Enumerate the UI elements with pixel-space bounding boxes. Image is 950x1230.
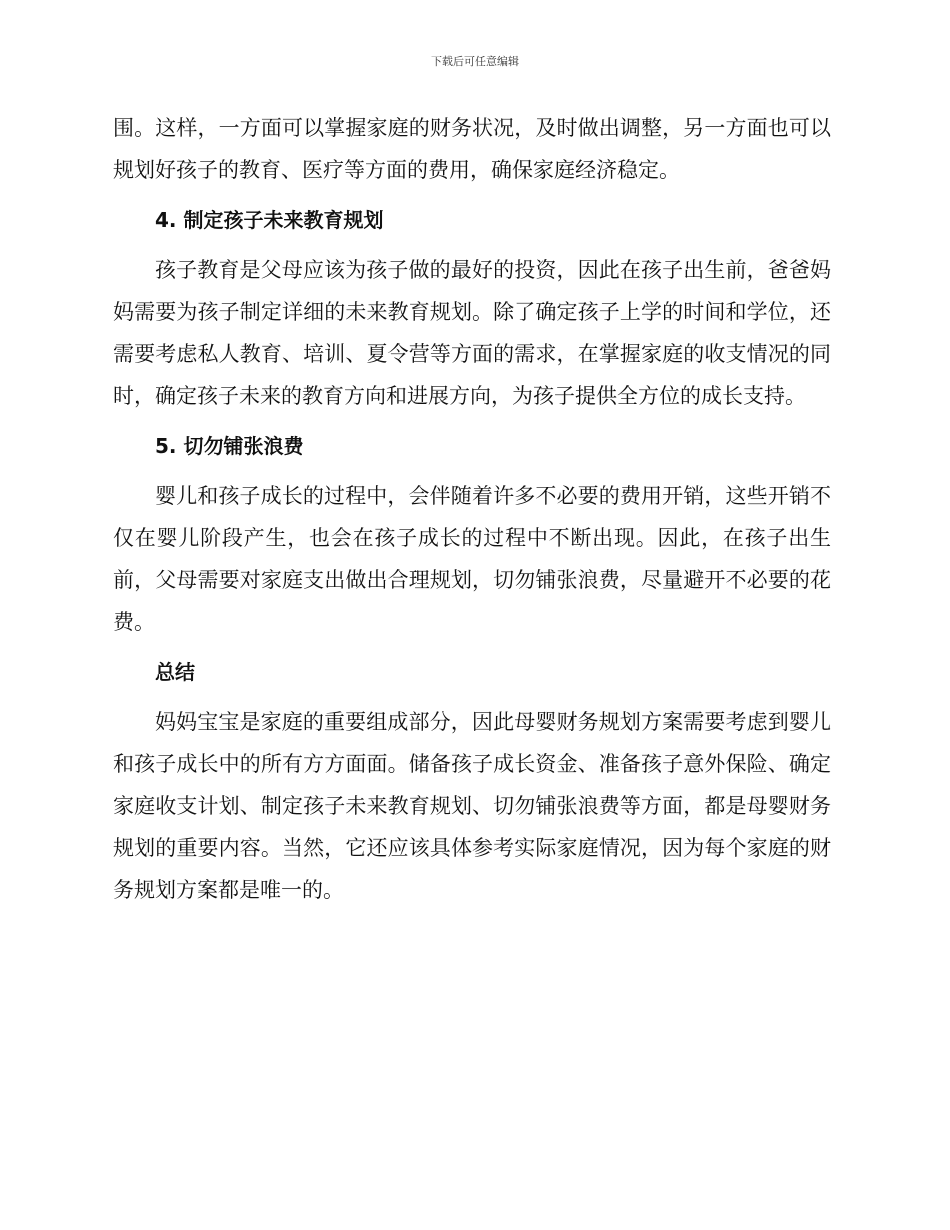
- document-body: [113, 107, 831, 911]
- paragraph-continued: 围。这样，一方面可以掌握家庭的财务状况，及时做出调整，另一方面也可以规划好孩子的教育、医疗等方面的费用，确保家庭经济稳定。: [113, 116, 831, 182]
- section-heading-summary: 总结: [155, 660, 195, 684]
- paragraph-no-waste: 婴儿和孩子成长的过程中，会伴随着许多不必要的费用开销，这些开销不仅在婴儿阶段产生，也会在孩子成长的过程中不断出现。因此，在孩子出生前，父母需要对家庭支出做出合理规划，切勿铺张浪费，尽量避开不必要的花费。: [113, 484, 831, 634]
- paragraph-education-plan: 孩子教育是父母应该为孩子做的最好的投资，因此在孩子出生前，爸爸妈妈需要为孩子制定详细的未来教育规划。除了确定孩子上学的时间和学位，还需要考虑私人教育、培训、夏令营等方面的需求，在掌握家庭的收支情况的同时，确定孩子未来的教育方向和进展方向，为孩子提供全方位的成长支持。: [113, 258, 831, 408]
- section-heading-education-plan: 4. 制定孩子未来教育规划: [155, 208, 384, 232]
- page-header: 下载后可任意编辑: [431, 55, 519, 68]
- paragraph-summary: 妈妈宝宝是家庭的重要组成部分，因此母婴财务规划方案需要考虑到婴儿和孩子成长中的所有方方面面。储备孩子成长资金、准备孩子意外保险、确定家庭收支计划、制定孩子未来教育规划、切勿铺张浪费等方面，都是母婴财务规划的重要内容。当然，它还应该具体参考实际家庭情况，因为每个家庭的财务规划方案都是唯一的。: [113, 710, 831, 902]
- section-heading-no-waste: 5. 切勿铺张浪费: [155, 434, 304, 458]
